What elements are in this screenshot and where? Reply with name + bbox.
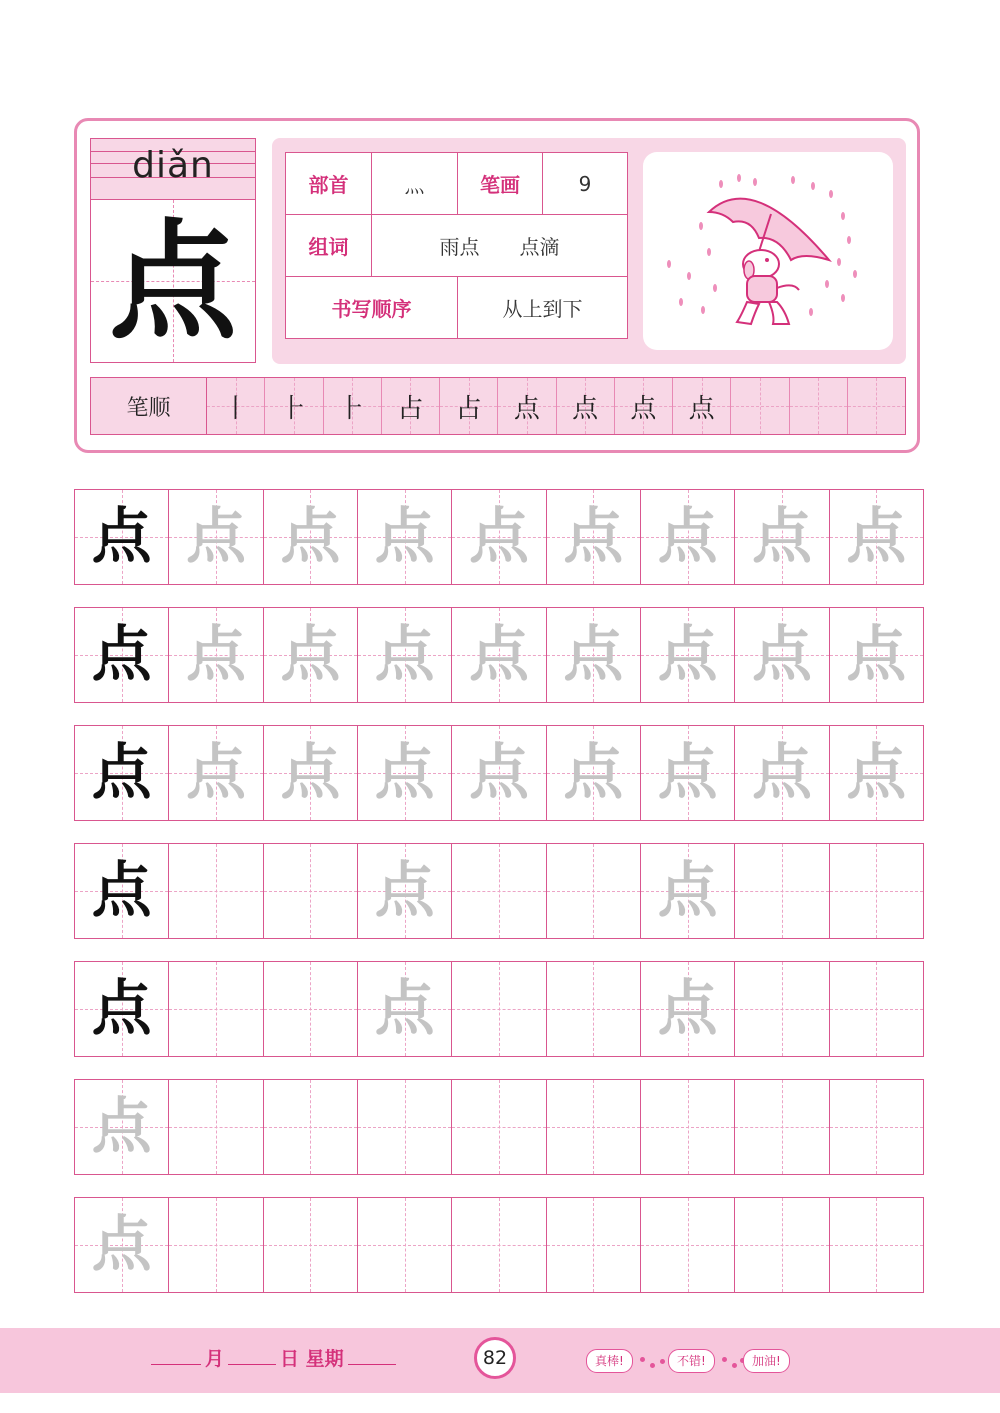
practice-row [74,843,924,939]
trace-character: 点 [374,620,435,690]
weekday-label: 星期 [305,1348,344,1370]
stroke-step [790,378,848,434]
model-character: 点 [91,620,152,690]
practice-cell[interactable] [547,490,641,584]
practice-cell[interactable] [830,844,923,938]
trace-character: 点 [563,502,624,572]
trace-character: 点 [185,738,246,808]
praise-badge: 加油! [743,1349,790,1373]
month-label: 月 [205,1348,225,1370]
strokes-value: 9 [543,153,628,215]
practice-cell[interactable] [75,844,169,938]
practice-cell[interactable] [264,608,358,702]
practice-cell[interactable] [735,490,829,584]
trace-character: 点 [657,502,718,572]
practice-row [74,489,924,585]
practice-row [74,961,924,1057]
strokes-label: 笔画 [458,153,543,215]
practice-cell[interactable] [75,962,169,1056]
practice-cell[interactable] [830,1080,923,1174]
model-character: 点 [91,974,152,1044]
practice-cell[interactable] [641,490,735,584]
trace-character: 点 [657,856,718,926]
stroke-step: ⺊ [324,378,382,434]
practice-cell[interactable] [358,1198,452,1292]
practice-cell[interactable] [264,1080,358,1174]
trace-character: 点 [374,738,435,808]
practice-cell[interactable] [75,1198,169,1292]
practice-cell[interactable] [452,1198,546,1292]
radical-value: 灬 [372,153,458,215]
order-value: 从上到下 [458,277,628,339]
practice-cell[interactable] [830,962,923,1056]
practice-cell[interactable] [358,726,452,820]
practice-cell[interactable] [830,608,923,702]
practice-cell[interactable] [547,844,641,938]
trace-character: 点 [657,620,718,690]
stroke-step [731,378,789,434]
practice-cell[interactable] [735,1080,829,1174]
practice-cell[interactable] [358,1080,452,1174]
practice-cell[interactable] [169,1198,263,1292]
practice-cell[interactable] [75,1080,169,1174]
practice-cell[interactable] [547,1080,641,1174]
model-character: 点 [91,738,152,808]
practice-cell[interactable] [547,726,641,820]
date-fill-line [147,1344,400,1371]
radical-label: 部首 [286,153,372,215]
practice-cell[interactable] [264,962,358,1056]
stroke-step: 点 [673,378,731,434]
trace-character: 点 [280,620,341,690]
main-character: 点 [108,207,237,357]
character-info-table [285,152,628,339]
trace-character: 点 [846,620,907,690]
day-label: 日 [280,1348,300,1370]
practice-cell[interactable] [358,962,452,1056]
trace-character: 点 [657,974,718,1044]
trace-character: 点 [751,502,812,572]
illustration-dog-umbrella [643,152,893,350]
practice-cell[interactable] [264,1198,358,1292]
stroke-step: 点 [557,378,615,434]
practice-cell[interactable] [169,490,263,584]
stroke-step: 点 [615,378,673,434]
practice-cell[interactable] [75,608,169,702]
practice-cell[interactable] [641,1198,735,1292]
practice-cell[interactable] [452,490,546,584]
model-character: 点 [91,856,152,926]
praise-badge: 真棒! [586,1349,633,1373]
trace-character: 点 [91,1210,152,1280]
practice-cell[interactable] [169,1080,263,1174]
practice-cell[interactable] [735,1198,829,1292]
practice-cell[interactable] [358,608,452,702]
trace-character: 点 [185,620,246,690]
trace-character: 点 [846,738,907,808]
trace-character: 点 [468,502,529,572]
practice-cell[interactable] [452,844,546,938]
trace-character: 点 [468,738,529,808]
practice-cell[interactable] [735,962,829,1056]
main-character-box [90,199,256,363]
practice-row [74,1197,924,1293]
trace-character: 点 [280,738,341,808]
praise-badge: 不错! [668,1349,715,1373]
stroke-order-label: 笔顺 [91,378,207,434]
trace-character: 点 [846,502,907,572]
stroke-step: 丨 [207,378,265,434]
trace-character: 点 [751,738,812,808]
practice-cell[interactable] [75,490,169,584]
practice-cell[interactable] [452,1080,546,1174]
practice-cell[interactable] [641,962,735,1056]
practice-cell[interactable] [641,608,735,702]
pinyin: diǎn [132,145,214,186]
stroke-step: 占 [382,378,440,434]
words-label: 组词 [286,215,372,277]
trace-character: 点 [657,738,718,808]
practice-cell[interactable] [641,1080,735,1174]
trace-character: 点 [374,974,435,1044]
practice-cell[interactable] [264,844,358,938]
stroke-step: ⺊ [265,378,323,434]
trace-character: 点 [563,620,624,690]
practice-row [74,1079,924,1175]
order-label: 书写顺序 [286,277,458,339]
practice-row [74,607,924,703]
trace-character: 点 [374,856,435,926]
practice-cell[interactable] [830,726,923,820]
practice-cell[interactable] [830,1198,923,1292]
words-value: 雨点 点滴 [372,215,628,277]
trace-character: 点 [563,738,624,808]
practice-cell[interactable] [830,490,923,584]
trace-character: 点 [751,620,812,690]
stroke-step [848,378,905,434]
practice-cell[interactable] [452,726,546,820]
practice-cell[interactable] [735,608,829,702]
practice-cell[interactable] [169,844,263,938]
stroke-step: 点 [498,378,556,434]
stroke-step: 占 [440,378,498,434]
trace-character: 点 [185,502,246,572]
practice-cell[interactable] [641,844,735,938]
practice-row [74,725,924,821]
practice-cell[interactable] [547,1198,641,1292]
page-number: 82 [474,1337,516,1379]
practice-cell[interactable] [735,726,829,820]
practice-cell[interactable] [735,844,829,938]
practice-cell[interactable] [358,490,452,584]
practice-cell[interactable] [452,962,546,1056]
trace-character: 点 [468,620,529,690]
practice-cell[interactable] [264,490,358,584]
trace-character: 点 [374,502,435,572]
stroke-order-row [90,377,906,435]
practice-cell[interactable] [75,726,169,820]
pinyin-box [90,138,256,200]
practice-cell[interactable] [169,962,263,1056]
trace-character: 点 [280,502,341,572]
practice-cell[interactable] [169,608,263,702]
practice-cell[interactable] [452,608,546,702]
model-character: 点 [91,502,152,572]
practice-cell[interactable] [264,726,358,820]
practice-cell[interactable] [169,726,263,820]
practice-cell[interactable] [358,844,452,938]
trace-character: 点 [91,1092,152,1162]
practice-cell[interactable] [547,608,641,702]
practice-cell[interactable] [641,726,735,820]
practice-cell[interactable] [547,962,641,1056]
